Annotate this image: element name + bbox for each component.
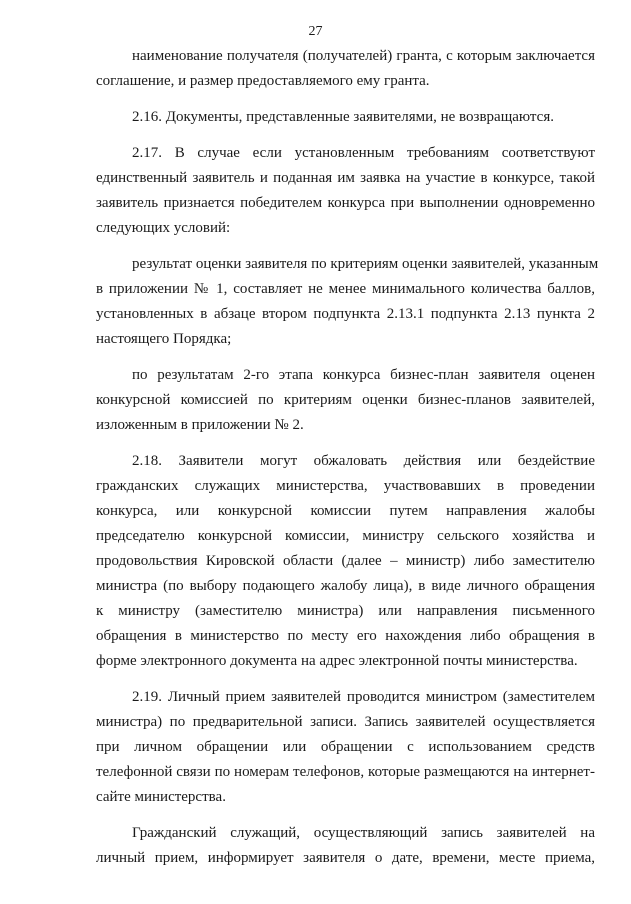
text-line: единственный заявитель и поданная им заявка на участие в конкурсе, такой bbox=[96, 170, 595, 186]
text-line: к министру (заместителю министра) или направления письменного bbox=[96, 603, 595, 619]
text-line: изложенным в приложении № 2. bbox=[96, 417, 304, 433]
text-line: министра (по выбору подающего жалобу лица), в виде личного обращения bbox=[96, 578, 595, 594]
text-line: телефонной связи по номерам телефонов, которые размещаются на интернет- bbox=[96, 764, 595, 780]
paragraph-p3 bbox=[96, 252, 599, 352]
text-line: установленных в абзаце втором подпункта 2.13.1 подпункта 2.13 пункта 2 bbox=[96, 306, 595, 322]
text-line: сайте министерства. bbox=[96, 789, 226, 805]
text-line: 2.16. Документы, представленные заявителями, не возвращаются. bbox=[132, 109, 554, 125]
page-number: 27 bbox=[308, 24, 323, 39]
text-line: личный прием, информирует заявителя о дате, времени, месте приема, bbox=[96, 850, 595, 866]
text-line: конкурсной комиссией по критериям оценки бизнес-планов заявителей, bbox=[96, 392, 595, 408]
text-line: конкурса, или конкурсной комиссии путем направления жалобы bbox=[96, 503, 595, 519]
text-line: следующих условий: bbox=[96, 220, 231, 236]
text-line: результат оценки заявителя по критериям оценки заявителей, указанным bbox=[132, 256, 599, 272]
paragraph-p0 bbox=[96, 44, 595, 94]
text-line: Гражданский служащий, осуществляющий запись заявителей на bbox=[132, 825, 595, 841]
text-line: заявитель признается победителем конкурса при выполнении одновременно bbox=[96, 195, 595, 211]
text-line: министра) по предварительной записи. Запись заявителей осуществляется bbox=[96, 714, 595, 730]
text-line: по результатам 2-го этапа конкурса бизнес-план заявителя оценен bbox=[132, 367, 595, 383]
text-line: в приложении № 1, составляет не менее минимального количества баллов, bbox=[96, 281, 595, 297]
paragraph-p5 bbox=[96, 449, 595, 674]
text-line: настоящего Порядка; bbox=[96, 331, 232, 347]
text-line: форме электронного документа на адрес электронной почты министерства. bbox=[96, 653, 578, 669]
text-line: 2.17. В случае если установленным требованиям соответствуют bbox=[132, 145, 595, 161]
text-line: соглашение, и размер предоставляемого ему гранта. bbox=[96, 73, 430, 89]
paragraph-p2 bbox=[96, 141, 595, 241]
paragraph-p7 bbox=[96, 821, 595, 871]
text-line: обращения в министерство по месту его нахождения либо обращения в bbox=[96, 628, 595, 644]
paragraph-p6 bbox=[96, 685, 595, 810]
text-line: гражданских служащих министерства, участвовавших в проведении bbox=[96, 478, 595, 494]
paragraph-p1 bbox=[96, 105, 595, 130]
text-line: председателю конкурсной комиссии, министру сельского хозяйства и bbox=[96, 528, 595, 544]
text-line: продовольствия Кировской области (далее – министр) либо заместителю bbox=[96, 553, 595, 569]
text-line: 2.18. Заявители могут обжаловать действия или бездействие bbox=[132, 453, 595, 469]
text-line: 2.19. Личный прием заявителей проводится министром (заместителем bbox=[132, 689, 595, 705]
document-body bbox=[96, 44, 599, 871]
text-line: при личном обращении или обращении с использованием средств bbox=[96, 739, 595, 755]
paragraph-p4 bbox=[96, 363, 595, 438]
text-line: наименование получателя (получателей) гранта, с которым заключается bbox=[132, 48, 595, 64]
